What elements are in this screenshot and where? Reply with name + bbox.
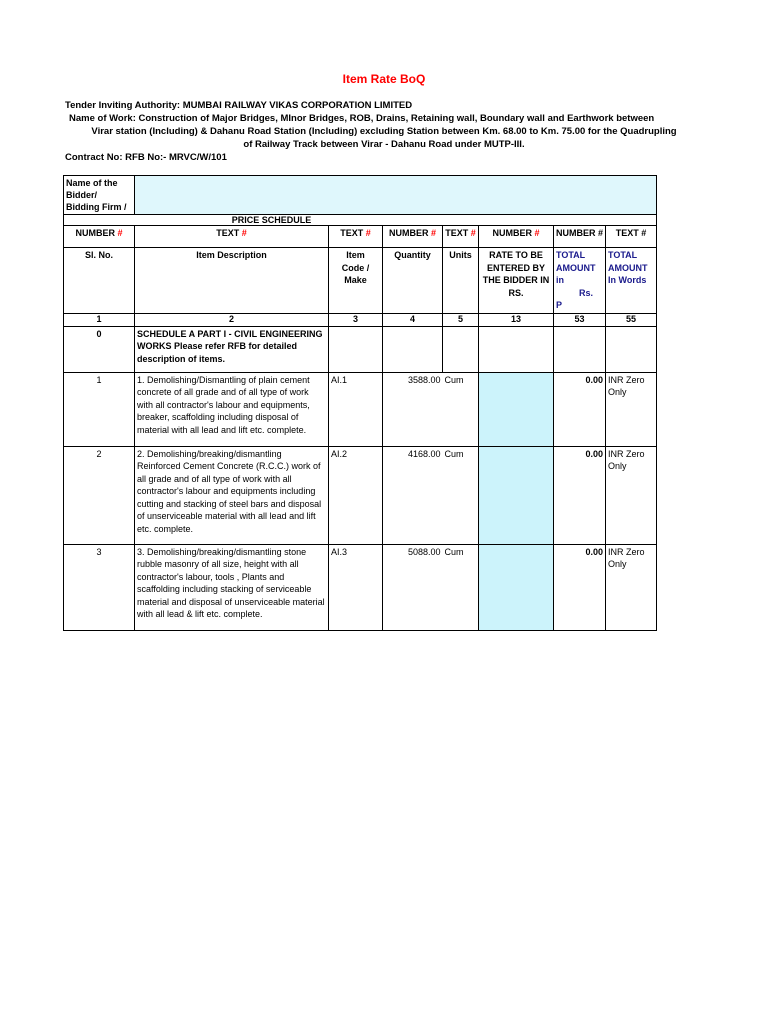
schedule-sl: 0 — [64, 326, 135, 372]
col-number: 53 — [554, 313, 606, 326]
row-description: 2. Demolishing/breaking/dismantling Reinforced Cement Concrete (R.C.C.) work of all grade and of all type of work with all contractor's labour and equipments including cutting and stacking of steel bars and disposal of unserviceable material with all lead and lift etc. complete. — [135, 446, 329, 544]
type-cell-3: TEXT # — [329, 226, 383, 248]
work-name-line-3: of Railway Track between Virar - Dahanu Road under MUTP-III. — [243, 139, 525, 150]
row-unit: Cum — [443, 372, 479, 446]
rate-input[interactable] — [479, 446, 554, 544]
type-cell-8: TEXT # — [606, 226, 657, 248]
type-cell-6: NUMBER # — [479, 226, 554, 248]
bidder-label: Name of the Bidder/ Bidding Firm / — [64, 176, 135, 215]
bidder-row — [64, 176, 657, 215]
rate-input[interactable] — [479, 544, 554, 630]
row-unit: Cum — [443, 544, 479, 630]
col-number: 13 — [479, 313, 554, 326]
table-row — [64, 446, 657, 544]
col-header-rate: RATE TO BE ENTERED BY THE BIDDER IN RS. — [479, 248, 554, 314]
type-cell-4: NUMBER # — [383, 226, 443, 248]
data-type-row — [64, 226, 657, 248]
row-total-words: INR Zero Only — [606, 372, 657, 446]
col-number: 4 — [383, 313, 443, 326]
page-title: Item Rate BoQ — [342, 72, 426, 86]
row-sl: 1 — [64, 372, 135, 446]
row-total-amount: 0.00 — [554, 372, 606, 446]
price-schedule-row — [64, 215, 657, 226]
col-header-total-words: TOTAL AMOUNT In Words — [606, 248, 657, 314]
price-schedule-title: PRICE SCHEDULE — [135, 215, 329, 226]
row-quantity: 4168.00 — [383, 446, 443, 544]
work-name-line-1: Name of Work: Construction of Major Bridges, MInor Bridges, ROB, Drains, Retaining wall, Boundary wall and Earthwork between — [69, 113, 655, 124]
row-description: 3. Demolishing/breaking/dismantling stone rubble masonry of all size, height with all contractor's labour, tools , Plants and scaffolding including stacking of serviceable material and disposal of unserviceable material with all lead & lift etc. complete. — [135, 544, 329, 630]
row-item-code: AI.2 — [329, 446, 383, 544]
rate-input[interactable] — [479, 372, 554, 446]
type-cell-7: NUMBER # — [554, 226, 606, 248]
col-header-description: Item Description — [135, 248, 329, 314]
col-header-sl: Sl. No. — [64, 248, 135, 314]
row-unit: Cum — [443, 446, 479, 544]
schedule-row — [64, 326, 657, 372]
type-cell-5: TEXT # — [443, 226, 479, 248]
column-number-row — [64, 313, 657, 326]
row-item-code: AI.3 — [329, 544, 383, 630]
col-number: 2 — [135, 313, 329, 326]
col-header-units: Units — [443, 248, 479, 314]
type-cell-2: TEXT # — [135, 226, 329, 248]
column-header-row — [64, 248, 657, 314]
table-row — [64, 544, 657, 630]
col-number: 55 — [606, 313, 657, 326]
work-name-line-2: Virar station (Including) & Dahanu Road Station (Including) excluding Station between Km. 68.00 to Km. 75.00 for the Quadrupling — [91, 126, 677, 137]
row-quantity: 3588.00 — [383, 372, 443, 446]
col-number: 3 — [329, 313, 383, 326]
row-total-amount: 0.00 — [554, 544, 606, 630]
col-number: 5 — [443, 313, 479, 326]
col-header-quantity: Quantity — [383, 248, 443, 314]
row-sl: 2 — [64, 446, 135, 544]
row-item-code: AI.1 — [329, 372, 383, 446]
col-number: 1 — [64, 313, 135, 326]
row-total-amount: 0.00 — [554, 446, 606, 544]
row-quantity: 5088.00 — [383, 544, 443, 630]
col-header-item-code: Item Code / Make — [329, 248, 383, 314]
bidder-name-input[interactable] — [135, 176, 657, 215]
row-total-words: INR Zero Only — [606, 544, 657, 630]
row-description: 1. Demolishing/Dismantling of plain cement concrete of all grade and of all type of work with all contractor's labour and equipments, breaker, scaffolding including disposal of material with all lead and lift etc. complete. — [135, 372, 329, 446]
schedule-description: SCHEDULE A PART I - CIVIL ENGINEERING WORKS Please refer RFB for detailed description of items. — [135, 326, 329, 372]
row-total-words: INR Zero Only — [606, 446, 657, 544]
type-cell-1: NUMBER # — [64, 226, 135, 248]
col-header-total-rs: TOTAL AMOUNT in Rs. P — [554, 248, 606, 314]
tender-authority: Tender Inviting Authority: MUMBAI RAILWAY VIKAS CORPORATION LIMITED — [65, 100, 413, 111]
contract-number: Contract No: RFB No:- MRVC/W/101 — [65, 152, 227, 163]
row-sl: 3 — [64, 544, 135, 630]
boq-table — [63, 175, 657, 631]
table-row — [64, 372, 657, 446]
